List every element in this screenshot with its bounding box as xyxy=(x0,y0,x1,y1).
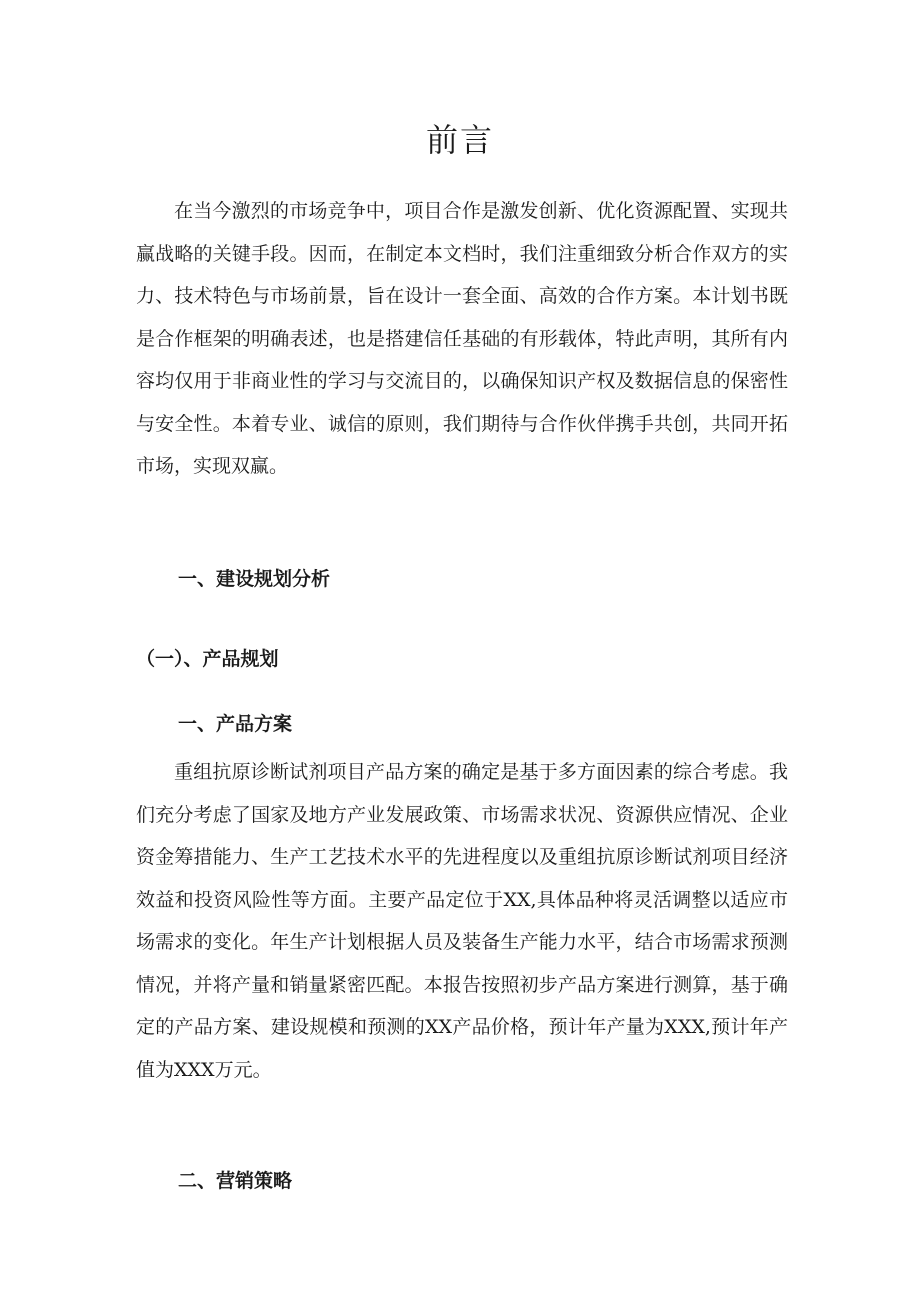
product-plan-paragraph: 重组抗原诊断试剂项目产品方案的确定是基于多方面因素的综合考虑。我们充分考虑了国家及地方产业发展政策、市场需求状况、资源供应情况、企业资金筹措能力、生产工艺技术水平的先进程度以及重组抗原诊断试剂项目经济效益和投资风险性等方面。主要产品定位于XX,具体品种将灵活调整以适应市场需求的变化。年生产计划根据人员及装备生产能力水平，结合市场需求预测情况，并将产量和销量紧密匹配。本报告按照初步产品方案进行测算，基于确定的产品方案、建设规模和预测的XX产品价格，预计年产量为XXX,预计年产值为XXX万元。 xyxy=(136,761,788,1081)
subsection-heading: （一）、产品规划 xyxy=(136,648,279,670)
item-heading-product-plan: 一、产品方案 xyxy=(178,713,293,735)
item-heading-marketing: 二、营销策略 xyxy=(178,1170,293,1192)
section-heading: 一、建设规划分析 xyxy=(178,568,331,590)
preface-paragraph: 在当今激烈的市场竞争中，项目合作是激发创新、优化资源配置、实现共赢战略的关键手段。因而，在制定本文档时，我们注重细致分析合作双方的实力、技术特色与市场前景，旨在设计一套全面、高效的合作方案。本计划书既是合作框架的明确表述，也是搭建信任基础的有形载体，特此声明，其所有内容均仅用于非商业性的学习与交流目的，以确保知识产权及数据信息的保密性与安全性。本着专业、诚信的原则，我们期待与合作伙伴携手共创，共同开拓市场，实现双赢。 xyxy=(136,200,788,477)
page-title: 前言 xyxy=(425,121,494,159)
